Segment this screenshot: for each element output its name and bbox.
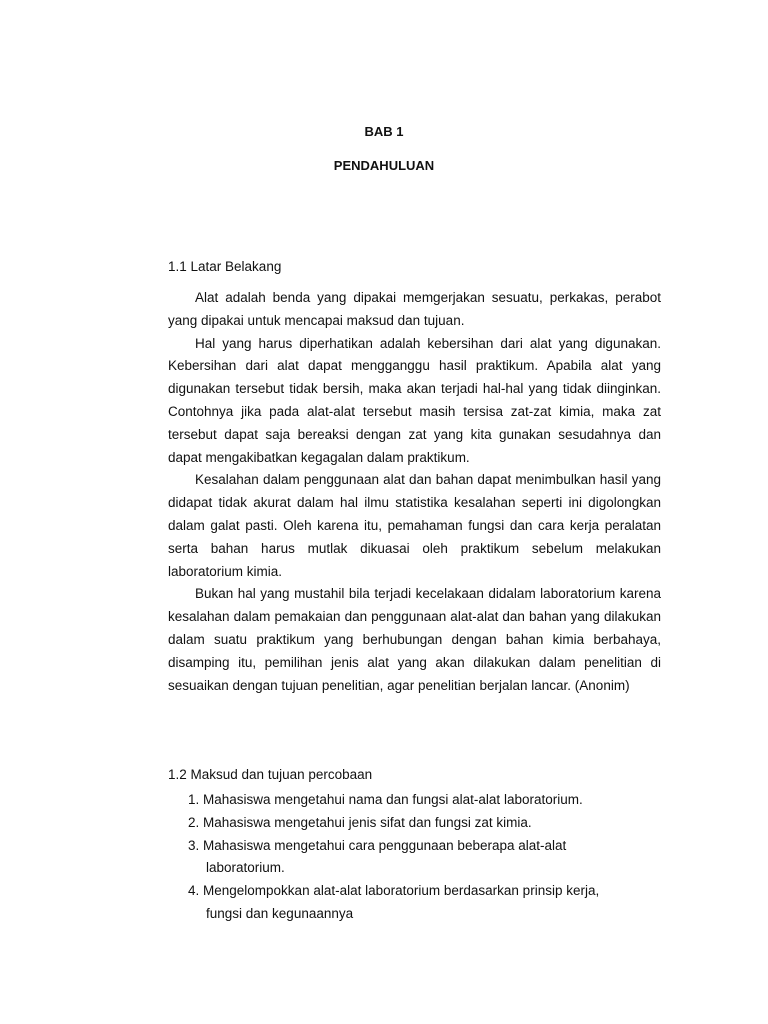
paragraph: Bukan hal yang mustahil bila terjadi kecelakaan didalam laboratorium karena kesalahan dalam pemakaian dan penggunaan alat-alat dan bahan yang dilakukan dalam suatu praktikum yang berhubungan dengan bahan kimia berbahaya, disamping itu, pemilihan jenis alat yang akan dilakukan dalam penelitian di sesuaikan dengan tujuan penelitian, agar penelitian berjalan lancar. (Anonim)	[168, 586, 661, 693]
paragraph: Hal yang harus diperhatikan adalah kebersihan dari alat yang digunakan. Kebersihan dari alat dapat mengganggu hasil praktikum. Apabila alat yang digunakan tersebut tidak bersih, maka akan terjadi hal-hal yang tidak diinginkan. Contohnya jika pada alat-alat tersebut masih tersisa zat-zat kimia, maka zat tersebut dapat saja bereaksi dengan zat yang kita gunakan sesudahnya dan dapat mengakibatkan kegagalan dalam praktikum.	[168, 335, 661, 465]
paragraph: Kesalahan dalam penggunaan alat dan bahan dapat menimbulkan hasil yang didapat tidak akurat dalam hal ilmu statistika kesalahan seperti ini digolongkan dalam galat pasti. Oleh karena itu, pemahaman fungsi dan cara kerja peralatan serta bahan harus mutlak dikuasai oleh praktikum sebelum melakukan laboratorium kimia.	[168, 472, 661, 579]
list-item: 2. Mahasiswa mengetahui jenis sifat dan fungsi zat kimia.	[188, 814, 532, 830]
list-item: 1. Mahasiswa mengetahui nama dan fungsi alat-alat laboratorium.	[188, 792, 583, 807]
list-item: 3. Mahasiswa mengetahui cara penggunaan beberapa alat-alat laboratorium.	[188, 837, 567, 876]
paragraph: Alat adalah benda yang dipakai memgerjakan sesuatu, perkakas, perabot yang dipakai untuk mencapai maksud dan tujuan.	[168, 290, 661, 328]
chapter-title: PENDAHULUAN	[333, 158, 435, 173]
chapter-number: BAB 1	[364, 124, 404, 139]
list-item: 4. Mengelompokkan alat-alat laboratorium berdasarkan prinsip kerja, fungsi dan kegunaannya	[188, 883, 600, 921]
section-body-latar-belakang	[168, 287, 661, 697]
section-heading-maksud-tujuan: 1.2 Maksud dan tujuan percobaan	[168, 767, 373, 782]
section-heading-latar-belakang: 1.1 Latar Belakang	[168, 259, 282, 274]
objectives-list	[188, 789, 628, 926]
